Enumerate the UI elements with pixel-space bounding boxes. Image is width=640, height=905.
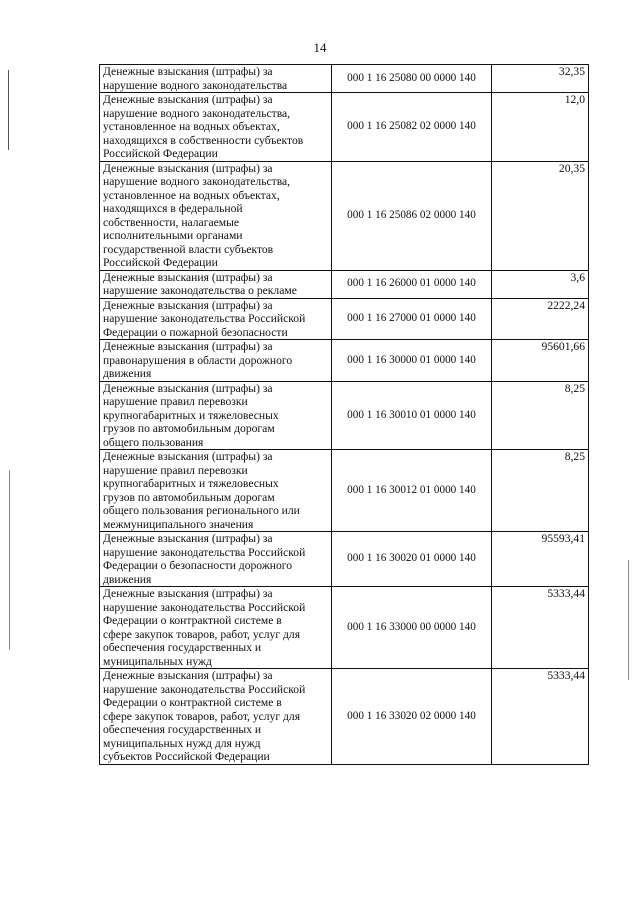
amount-cell: 8,25	[492, 450, 589, 532]
revenue-name-line: грузов по автомобильным дорогам	[103, 490, 275, 504]
budget-code-cell: 000 1 16 27000 01 0000 140	[332, 298, 492, 340]
revenue-name-line: муниципальных нужд	[103, 654, 212, 668]
revenue-name-line: Федерации о контрактной системе в	[103, 696, 282, 709]
revenue-name-cell	[100, 65, 332, 93]
budget-code-cell: 000 1 16 25080 00 0000 140	[332, 65, 492, 93]
amount-cell: 5333,44	[492, 587, 589, 669]
revenue-name-line: государственной власти субъектов	[103, 242, 274, 256]
revenue-name-line: движения	[103, 572, 152, 586]
revenue-name-line: Федерации о безопасности дорожного	[103, 559, 293, 572]
amount-cell: 8,25	[492, 381, 589, 450]
revenue-name-line: нарушение законодательства Российской	[103, 312, 306, 325]
revenue-name-line: Денежные взыскания (штрафы) за	[103, 340, 273, 353]
budget-code-cell: 000 1 16 33020 02 0000 140	[332, 669, 492, 765]
revenue-name-line: Денежные взыскания (штрафы) за	[103, 450, 273, 463]
budget-code-cell: 000 1 16 30000 01 0000 140	[332, 340, 492, 382]
budget-code-cell: 000 1 16 26000 01 0000 140	[332, 270, 492, 298]
table-row	[100, 381, 589, 450]
table-row	[100, 93, 589, 162]
budget-code-cell: 000 1 16 30012 01 0000 140	[332, 450, 492, 532]
page-number: 14	[313, 40, 327, 55]
amount-cell: 3,6	[492, 270, 589, 298]
table-body	[100, 65, 589, 765]
revenue-name-line: Денежные взыскания (штрафы) за	[103, 532, 273, 545]
table-row	[100, 340, 589, 382]
revenue-name-line: Федерации о пожарной безопасности	[103, 325, 288, 339]
scan-mark-right	[628, 560, 629, 680]
revenue-name-line: собственности, налагаемые	[103, 215, 240, 229]
amount-cell: 12,0	[492, 93, 589, 162]
revenue-name-line: нарушение законодательства о рекламе	[103, 284, 297, 297]
budget-code-cell: 000 1 16 30020 01 0000 140	[332, 532, 492, 587]
revenue-name-cell	[100, 381, 332, 450]
revenue-name-line: Российской Федерации	[103, 147, 218, 160]
revenue-name-cell	[100, 270, 332, 298]
revenue-name-line: Денежные взыскания (штрафы) за	[103, 298, 273, 312]
revenue-name-line: Денежные взыскания (штрафы) за	[103, 65, 273, 78]
revenue-name-cell	[100, 587, 332, 669]
revenue-name-cell	[100, 93, 332, 162]
revenue-name-line: нарушение законодательства Российской	[103, 600, 306, 614]
revenue-table	[99, 64, 589, 765]
amount-cell: 32,35	[492, 65, 589, 93]
revenue-name-cell	[100, 340, 332, 382]
revenue-name-line: муниципальных нужд для нужд	[103, 736, 261, 750]
amount-cell: 20,35	[492, 161, 589, 270]
revenue-name-line: Денежные взыскания (штрафы) за	[103, 161, 273, 175]
revenue-name-line: субъектов Российской Федерации	[103, 750, 270, 763]
revenue-name-cell	[100, 161, 332, 270]
revenue-name-line: Денежные взыскания (штрафы) за	[103, 270, 273, 284]
revenue-name-line: Денежные взыскания (штрафы) за	[103, 587, 273, 600]
revenue-name-line: установленное на водных объектах,	[103, 188, 280, 202]
scan-mark-left	[8, 70, 9, 150]
table-row	[100, 298, 589, 340]
table-row	[100, 669, 589, 765]
revenue-name-line: находящихся в собственности субъектов	[103, 133, 304, 147]
revenue-name-cell	[100, 298, 332, 340]
revenue-name-line: общего пользования	[103, 435, 204, 449]
revenue-name-line: исполнительными органами	[103, 229, 243, 242]
amount-cell: 2222,24	[492, 298, 589, 340]
scan-mark-left-lower	[9, 470, 10, 650]
revenue-name-line: крупногабаритных и тяжеловесных	[103, 477, 279, 490]
revenue-name-line: нарушение законодательства Российской	[103, 545, 306, 559]
table-row	[100, 587, 589, 669]
revenue-name-line: нарушение водного законодательства,	[103, 175, 291, 188]
revenue-name-cell	[100, 532, 332, 587]
table-row	[100, 532, 589, 587]
revenue-name-line: сфере закупок товаров, работ, услуг для	[103, 627, 301, 641]
revenue-name-line: Денежные взыскания (штрафы) за	[103, 381, 273, 395]
revenue-name-line: Российской Федерации	[103, 256, 218, 269]
revenue-name-line: грузов по автомобильным дорогам	[103, 422, 275, 435]
budget-code-cell: 000 1 16 25086 02 0000 140	[332, 161, 492, 270]
revenue-name-line: обеспечения государственных и	[103, 641, 262, 654]
revenue-name-cell	[100, 450, 332, 532]
revenue-name-line: находящихся в федеральной	[103, 202, 243, 215]
revenue-name-line: Денежные взыскания (штрафы) за	[103, 93, 273, 106]
budget-code-cell: 000 1 16 33000 00 0000 140	[332, 587, 492, 669]
revenue-name-line: Денежные взыскания (штрафы) за	[103, 669, 273, 682]
revenue-name-line: обеспечения государственных и	[103, 723, 262, 736]
revenue-name-line: межмуниципального значения	[103, 517, 254, 531]
amount-cell: 95601,66	[492, 340, 589, 382]
table-row	[100, 65, 589, 93]
revenue-name-line: крупногабаритных и тяжеловесных	[103, 408, 279, 422]
revenue-name-cell	[100, 669, 332, 765]
revenue-name-line: установленное на водных объектах,	[103, 120, 280, 133]
table-row	[100, 270, 589, 298]
table-row	[100, 450, 589, 532]
revenue-name-line: общего пользования регионального или	[103, 504, 300, 517]
revenue-name-line: движения	[103, 367, 152, 380]
revenue-name-line: нарушение водного законодательства,	[103, 106, 291, 120]
revenue-name-line: правонарушения в области дорожного	[103, 353, 293, 367]
amount-cell: 5333,44	[492, 669, 589, 765]
revenue-name-line: нарушение правил перевозки	[103, 395, 248, 408]
revenue-name-line: сфере закупок товаров, работ, услуг для	[103, 709, 301, 723]
revenue-name-line: нарушение законодательства Российской	[103, 682, 306, 696]
amount-cell: 95593,41	[492, 532, 589, 587]
table-row	[100, 161, 589, 270]
revenue-name-line: нарушение правил перевозки	[103, 463, 248, 477]
revenue-name-line: нарушение водного законодательства	[103, 78, 288, 92]
budget-code-cell: 000 1 16 30010 01 0000 140	[332, 381, 492, 450]
budget-code-cell: 000 1 16 25082 02 0000 140	[332, 93, 492, 162]
revenue-name-line: Федерации о контрактной системе в	[103, 614, 282, 627]
